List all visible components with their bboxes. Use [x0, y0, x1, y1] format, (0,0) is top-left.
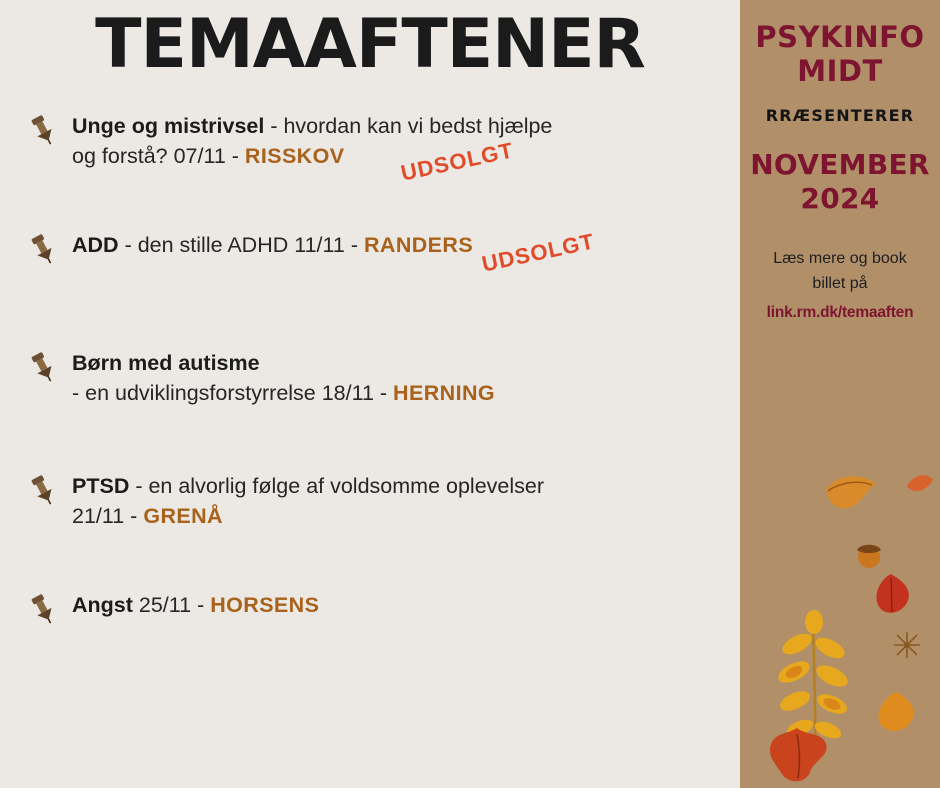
event-subtitle: - hvordan kan vi bedst hjælpe [264, 113, 553, 138]
event-city: GRENÅ [143, 504, 223, 529]
list-item[interactable] [26, 230, 740, 286]
leaf-icon [905, 472, 935, 503]
pushpin-icon [26, 113, 60, 147]
list-item[interactable] [26, 111, 740, 186]
pushpin-icon [26, 232, 60, 266]
year-label: 2024 [800, 182, 880, 216]
list-item[interactable] [26, 590, 740, 646]
event-text-line-1 [72, 471, 740, 502]
event-city: HERNING [393, 381, 495, 406]
event-title: Unge og mistrivsel [72, 113, 265, 138]
leaf-icon [868, 572, 914, 621]
booking-line-2: billet på [812, 275, 868, 293]
event-city: HORSENS [210, 592, 320, 617]
poster-sidebar [740, 0, 940, 788]
event-city: RANDERS [363, 232, 474, 257]
event-text-line-1 [72, 348, 740, 379]
event-text-line-1 [72, 111, 740, 142]
booking-link[interactable]: link.rm.dk/temaaften [766, 304, 914, 322]
status-badge: UDSOLGT [398, 137, 516, 186]
event-subtitle: - en alvorlig følge af voldsomme oplevelser [129, 473, 544, 498]
event-text-line-1 [72, 230, 740, 261]
status-badge: UDSOLGT [479, 228, 597, 277]
event-title: Børn med autisme [72, 350, 260, 375]
seed-icon [892, 630, 922, 665]
event-title: ADD [72, 232, 119, 257]
list-item[interactable] [26, 471, 740, 532]
event-list [0, 111, 740, 646]
month-label: NOVEMBER [750, 148, 930, 182]
event-date: 21/11 - [72, 504, 144, 529]
brand-line-1: PSYKINFO [755, 20, 925, 54]
event-text-line-1 [72, 590, 740, 621]
booking-info [740, 247, 940, 325]
event-date: og forstå? 07/11 - [72, 144, 245, 169]
brand-name [740, 0, 940, 88]
acorn-icon [852, 536, 886, 575]
pushpin-icon [26, 592, 60, 626]
presents-label: RRÆSENTERER [765, 106, 915, 126]
event-title: PTSD [72, 473, 130, 498]
event-title: Angst [72, 592, 133, 617]
event-text-line-2 [72, 501, 740, 532]
list-item[interactable] [26, 348, 740, 409]
event-city: RISSKOV [244, 144, 345, 169]
brand-line-2: MIDT [797, 54, 883, 89]
pushpin-icon [26, 473, 60, 507]
event-text-line-2 [72, 378, 740, 409]
page-title: TEMAAFTENER [95, 5, 645, 84]
leaf-icon [762, 726, 832, 788]
leaf-icon [822, 470, 880, 517]
event-date: 25/11 - [132, 592, 211, 617]
pushpin-icon [26, 350, 60, 384]
booking-line-1: Læs mere og book [773, 250, 907, 268]
leaf-icon [872, 690, 920, 739]
event-date: - en udviklingsforstyrrelse 18/11 - [72, 381, 394, 406]
event-subtitle: - den stille ADHD 11/11 - [118, 232, 364, 257]
